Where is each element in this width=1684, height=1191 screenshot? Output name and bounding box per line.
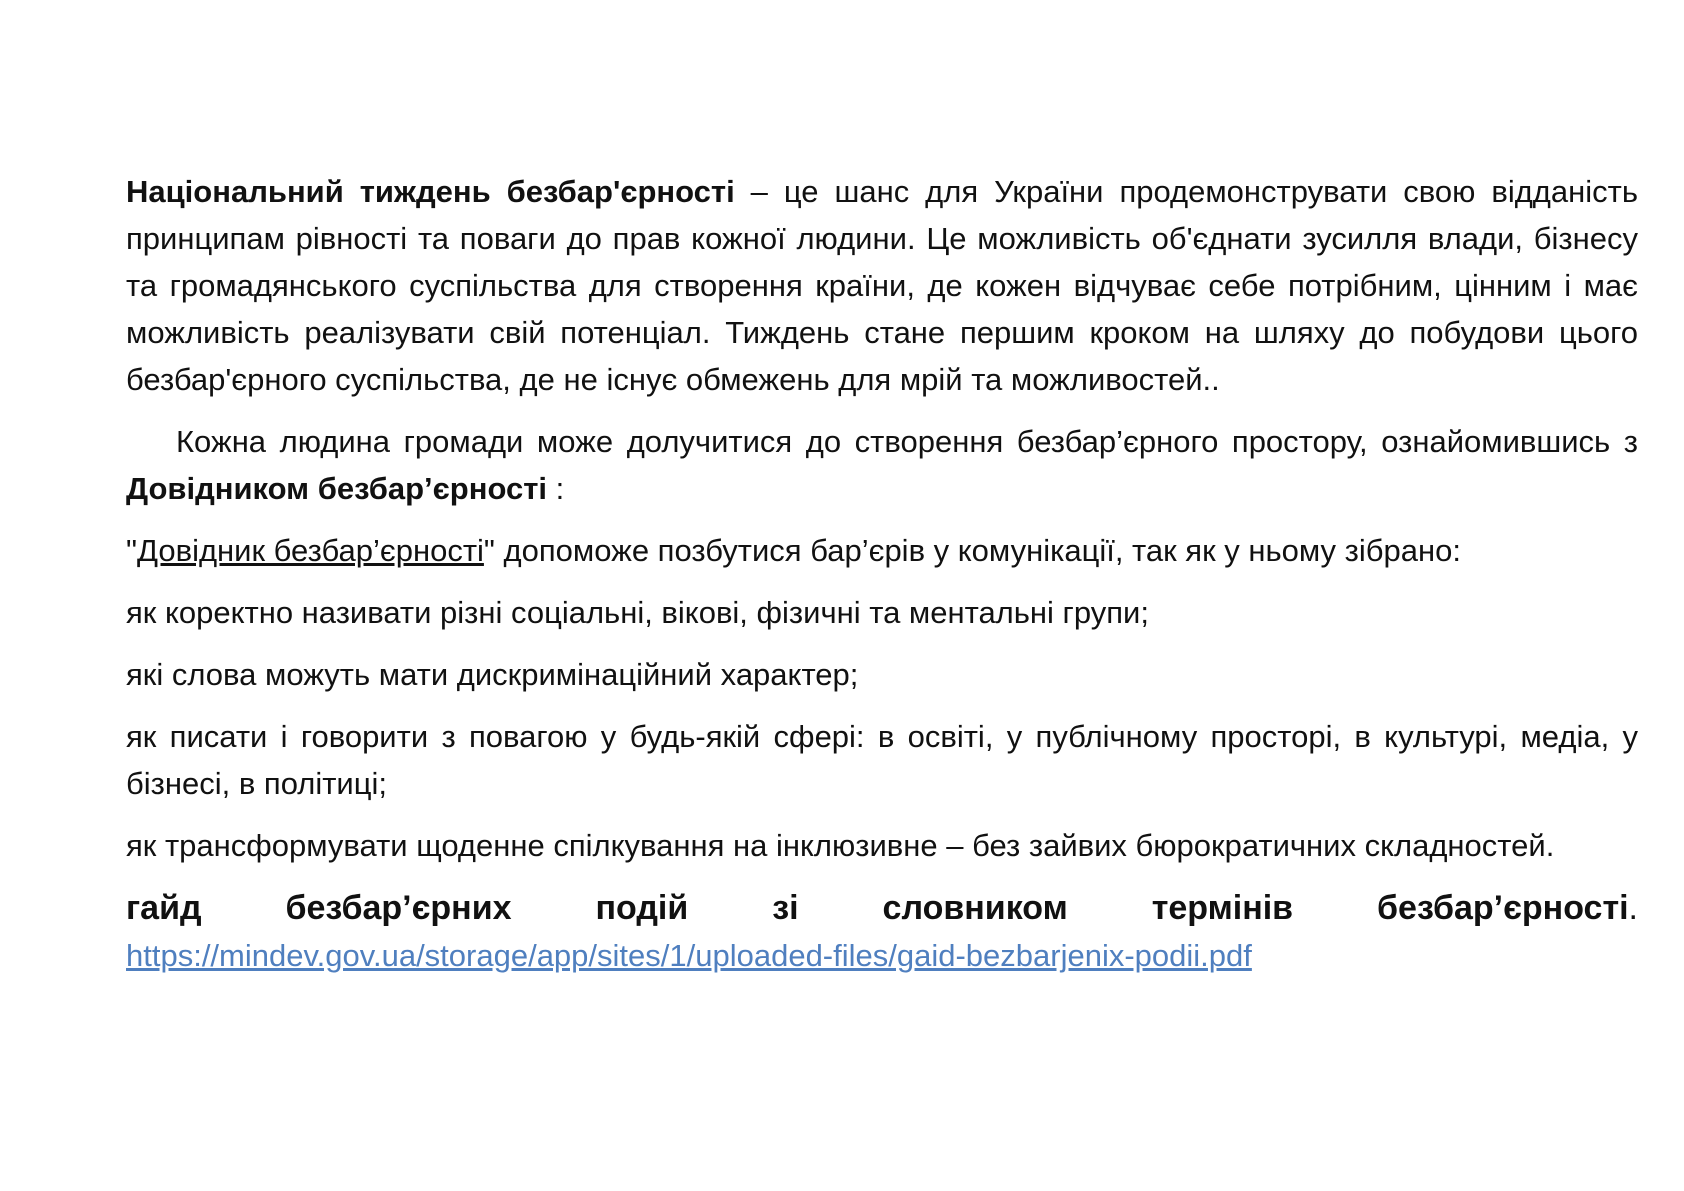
- handbook-rest: " допоможе позбутися бар’єрів у комунікації, так як у ньому зібрано:: [483, 533, 1461, 568]
- guide-url-link[interactable]: https://mindev.gov.ua/storage/app/sites/1/uploaded-files/gaid-bezbarjenix-podii.pdf: [126, 938, 1252, 973]
- guide-period: .: [1628, 889, 1638, 927]
- list-item: як коректно називати різні соціальні, вікові, фізичні та ментальні групи;: [126, 595, 1149, 630]
- guide-url-line: [126, 932, 1638, 979]
- handbook-link[interactable]: Довідник безбар’єрності: [137, 533, 484, 568]
- list-item: як трансформувати щоденне спілкування на інклюзивне – без зайвих бюрократичних складностей.: [126, 828, 1555, 863]
- intro-text: – це шанс для України продемонструвати свою відданість принципам рівності та поваги до прав кожної людини. Це можливість об'єднати зусилля влади, бізнесу та громадянського суспільства для створення країни, де кожен відчуває себе потрібним, цінним і має можливість реалізувати свій потенціал. Тиждень стане першим кроком на шляху до побудови цього безбар'єрного суспільства, де не існує обмежень для мрій та можливостей..: [126, 174, 1638, 397]
- guide-title: [126, 884, 1638, 932]
- list-item: які слова можуть мати дискримінаційний характер;: [126, 657, 859, 692]
- guide-bold: гайд безбар’єрних подій зі словником термінів безбар’єрності: [126, 889, 1629, 927]
- join-suffix: :: [547, 471, 565, 506]
- handbook-open-quote: ": [126, 533, 138, 568]
- join-text: Кожна людина громади може долучитися до створення безбар’єрного простору, ознайомившись з: [176, 424, 1638, 459]
- join-bold: Довідником безбар’єрності: [126, 471, 548, 506]
- join-paragraph: [126, 418, 1638, 512]
- intro-title: Національний тиждень безбар'єрності: [126, 174, 735, 209]
- handbook-paragraph: [126, 527, 1638, 574]
- list-item: як писати і говорити з повагою у будь-якій сфері: в освіті, у публічному просторі, в культурі, медіа, у бізнесі, в політиці;: [126, 719, 1638, 801]
- document-page: [126, 168, 1638, 979]
- intro-paragraph: [126, 168, 1638, 403]
